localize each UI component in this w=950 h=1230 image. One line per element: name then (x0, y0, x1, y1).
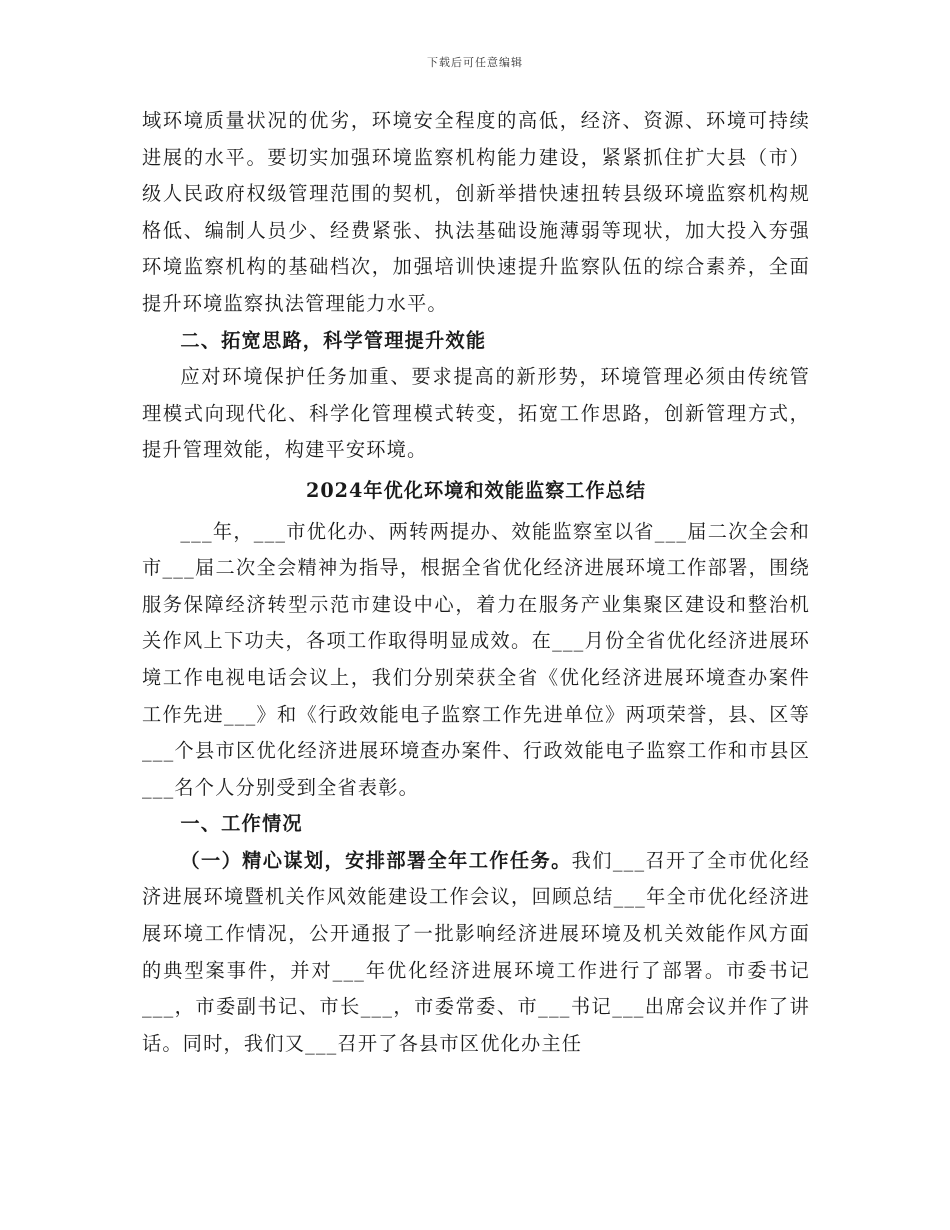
paragraph-planning (142, 843, 810, 1063)
paragraph-management-transformation: 应对环境保护任务加重、要求提高的新形势，环境管理必须由传统管理模式向现代化、科学化管理模式转变，拓宽工作思路，创新管理方式，提升管理效能，构建平安环境。 (142, 365, 810, 462)
document-title: 2024年优化环境和效能监察工作总结 (305, 478, 647, 502)
section-heading-work-status: 一、工作情况 (180, 812, 303, 836)
paragraph-environment-capacity: 域环境质量状况的优劣，环境安全程度的高低，经济、资源、环境可持续进展的水平。要切实加强环境监察机构能力建设，紧紧抓住扩大县（市）级人民政府权级管理范围的契机，创新举措快速扭转县级环境监察机构规格低、编制人员少、经费紧张、执法基础设施薄弱等现状，加大投入夯强环境监察机构的基础档次，加强培训快速提升监察队伍的综合素养，全面提升环境监察执法管理能力水平。 (142, 109, 810, 315)
paragraph-annual-summary: ___年，___市优化办、两转两提办、效能监察室以省___届二次全会和市___届二次全会精神为指导，根据全省优化经济进展环境工作部署，围绕服务保障经济转型示范市建设中心，着力在服务产业集聚区建设和整治机关作风上下功夫，各项工作取得明显成效。在___月份全省优化经济进展环境工作电视电话会议上，我们分别荣获全省《优化经济进展环境查办案件工作先进___》和《行政效能电子监察工作先进单位》两项荣誉，县、区等___个县市区优化经济进展环境查办案件、行政效能电子监察工作和市县区___名个人分别受到全省表彰。 (142, 519, 810, 799)
subheading-planning: （一）精心谋划，安排部署全年工作任务。 (180, 848, 572, 872)
page-header-note: 下载后可任意编辑 (427, 56, 523, 69)
section-heading-broaden-thinking: 二、拓宽思路，科学管理提升效能 (180, 328, 487, 352)
paragraph-planning-text: 我们___召开了全市优化经济进展环境暨机关作风效能建设工作会议，回顾总结___年全市优化经济进展环境工作情况，公开通报了一批影响经济进展环境及机关效能作风方面的典型案事件，并对___年优化经济进展环境工作进行了部署。市委书记___，市委副书记、市长___，市委常委、市___书记___出席会议并作了讲话。同时，我们又___召开了各县市区优化办主任 (142, 848, 810, 1055)
document-body (142, 103, 810, 1062)
